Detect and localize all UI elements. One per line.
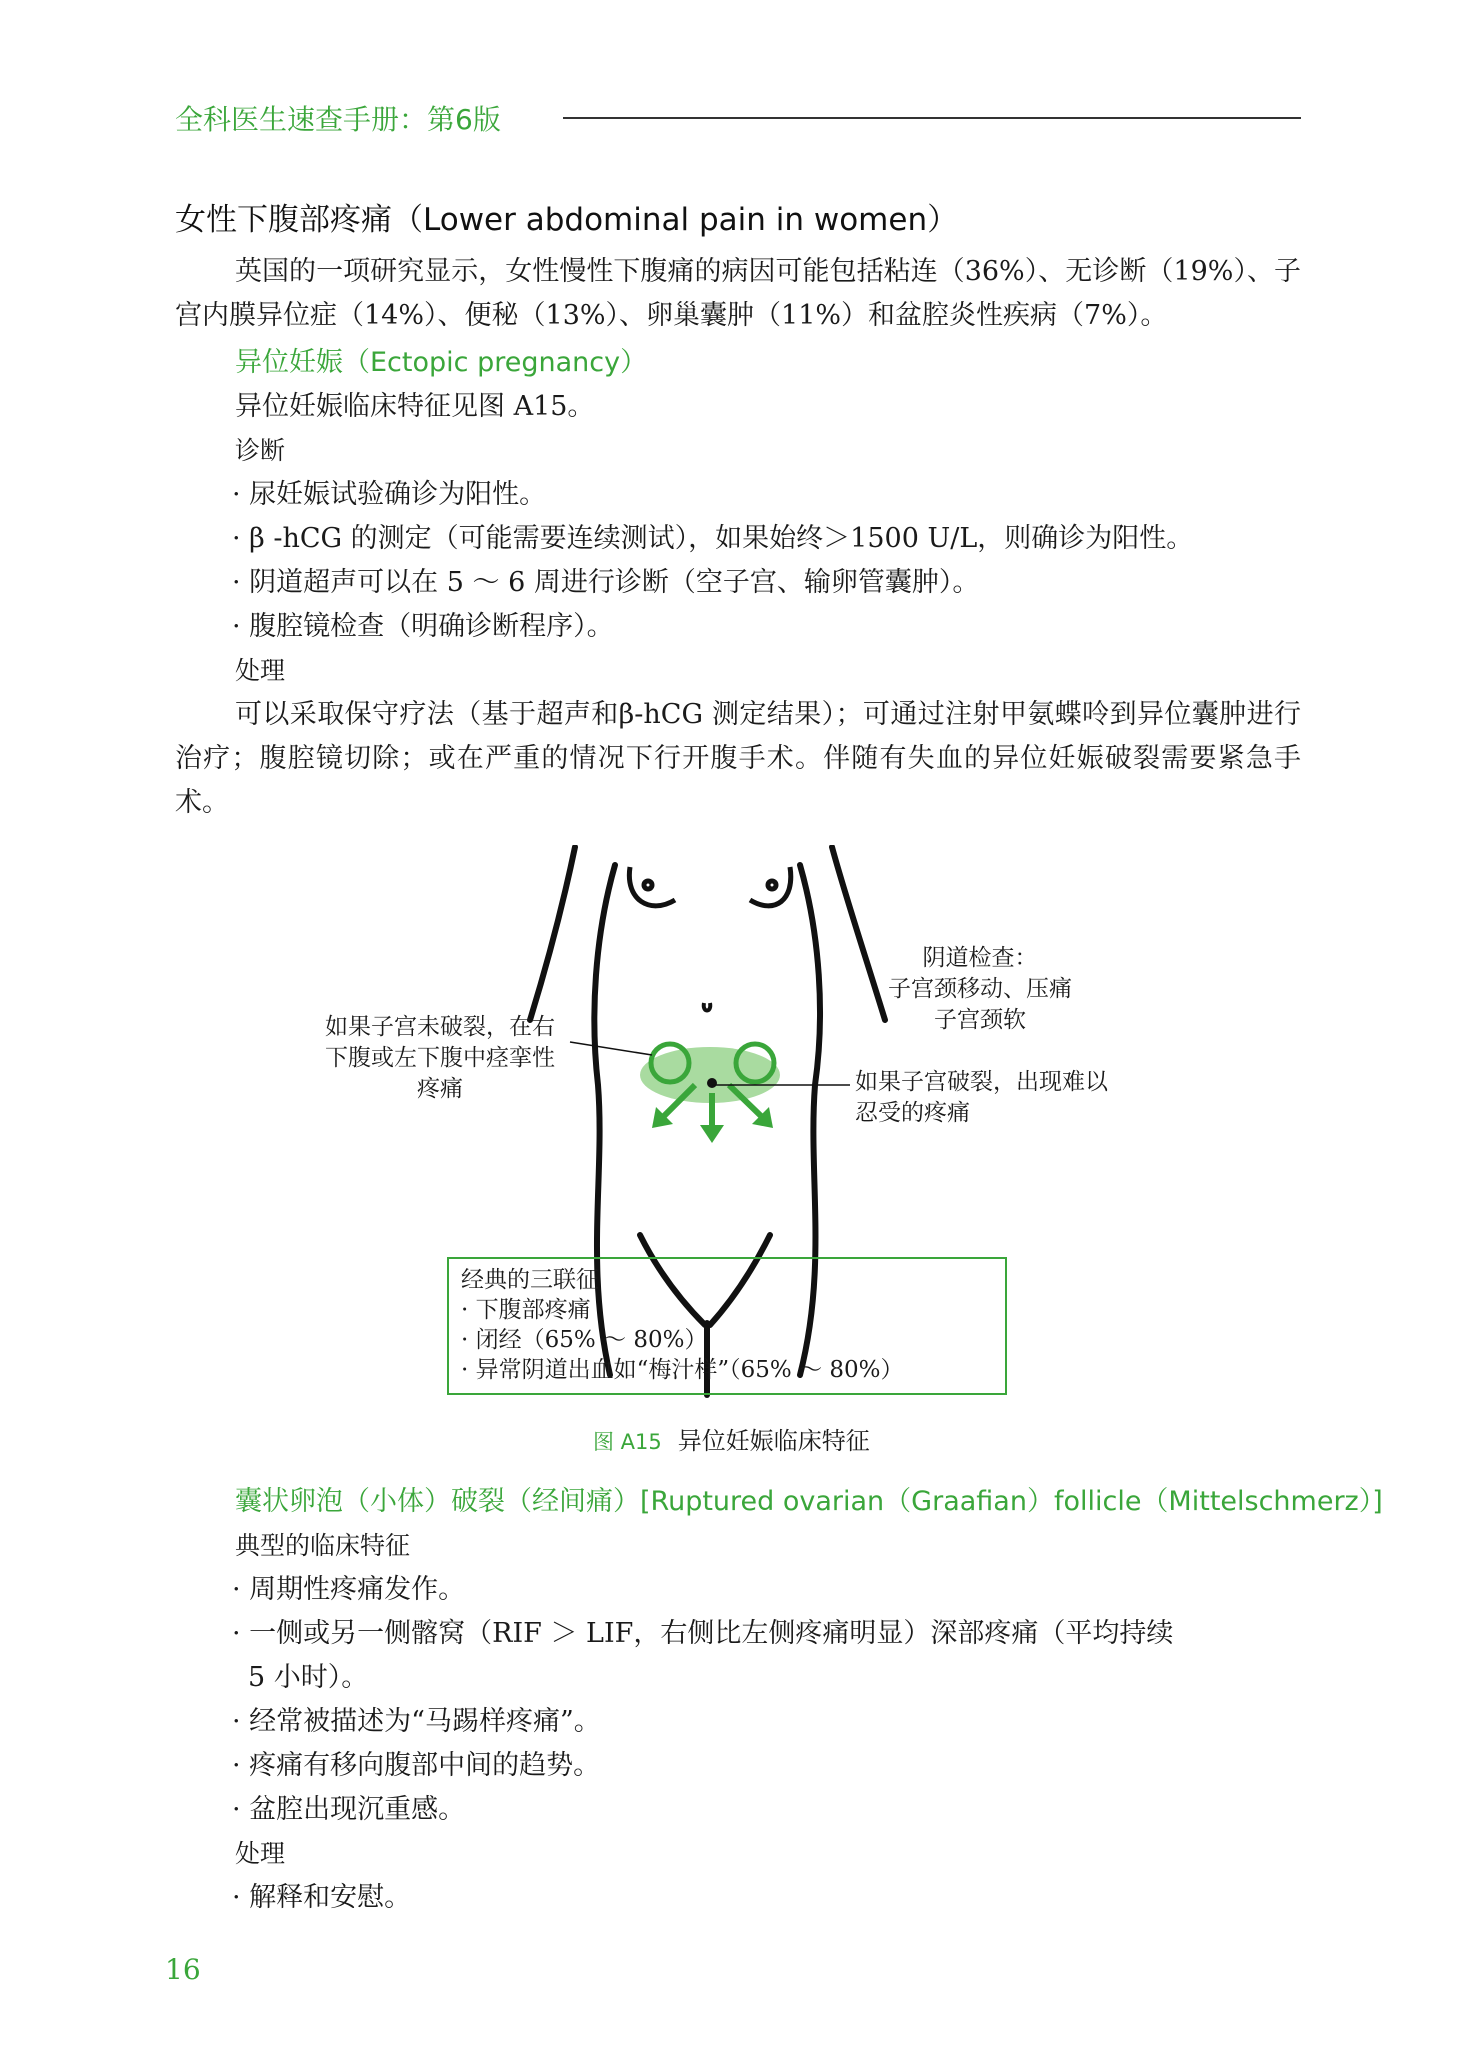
treatment-label: 处理 (235, 656, 286, 685)
see-figure-text: 异位妊娠临床特征见图 A15。 (235, 391, 595, 422)
diagnosis-label: 诊断 (235, 436, 286, 465)
triad-title: 经典的三联征 (461, 1267, 599, 1293)
running-header: 全科医生速查手册：第6版 (175, 103, 501, 136)
unruptured-line: 如果子宫未破裂，在右 (325, 1014, 555, 1040)
follicle-heading: 囊状卵泡（小体）破裂（经间痛）[Ruptured ovarian（Graafian）follicle（Mittelschmerz）] (235, 1486, 1383, 1517)
feature-item-continued: 5 小时）。 (248, 1662, 369, 1693)
feature-item: · 一侧或另一侧髂窝（RIF ＞ LIF，右侧比左侧疼痛明显）深部疼痛（平均持续 (232, 1618, 1174, 1649)
vaginal-exam-label (870, 943, 1090, 1036)
vaginal-exam-line: 子宫颈移动、压痛 (888, 976, 1072, 1002)
triad-item: · 下腹部疼痛 (461, 1297, 591, 1323)
uterus-dot (707, 1078, 717, 1088)
ectopic-heading: 异位妊娠（Ectopic pregnancy） (235, 347, 648, 378)
left-arm-outline (530, 847, 575, 1020)
features-label: 典型的临床特征 (235, 1531, 411, 1560)
figure-caption-text: 异位妊娠临床特征 (677, 1427, 870, 1455)
figure-number: 图 A15 (593, 1430, 662, 1454)
follicle-treatment-label: 处理 (235, 1839, 286, 1868)
left-nipple (644, 881, 652, 889)
vaginal-exam-line: 阴道检查： (922, 945, 1038, 971)
classic-triad-box (447, 1257, 1007, 1395)
ruptured-line: 如果子宫破裂，出现难以 (855, 1069, 1108, 1095)
section-title: 女性下腹部疼痛（Lower abdominal pain in women） (175, 202, 959, 238)
feature-item: · 疼痛有移向腹部中间的趋势。 (232, 1750, 601, 1781)
diagnosis-item: · 阴道超声可以在 5 ～ 6 周进行诊断（空子宫、输卵管囊肿）。 (232, 567, 980, 598)
page-number: 16 (165, 1953, 201, 1986)
feature-item: · 盆腔出现沉重感。 (232, 1794, 466, 1825)
diagnosis-item: · 腹腔镜检查（明确诊断程序）。 (232, 611, 614, 642)
follicle-treatment-item: · 解释和安慰。 (232, 1882, 412, 1913)
triad-item: · 闭经（65% ～ 80%） (461, 1327, 708, 1353)
intro-paragraph: 英国的一项研究显示，女性慢性下腹痛的病因可能包括粘连（36%）、无诊断（19%）、子宫内膜异位症（14%）、便秘（13%）、卵巢囊肿（11%）和盆腔炎性疾病（7%）。 (175, 256, 1301, 331)
unruptured-label (310, 1012, 570, 1105)
navel (704, 1003, 711, 1011)
feature-item: · 周期性疼痛发作。 (232, 1574, 466, 1605)
ruptured-line: 忍受的疼痛 (855, 1100, 970, 1126)
triad-item: · 异常阴道出血如“梅汁样”（65% ～ 80%） (461, 1357, 904, 1383)
unruptured-line: 下腹或左下腹中痉挛性 (325, 1045, 555, 1071)
figure-caption (593, 1421, 870, 1456)
diagnosis-item: · β -hCG 的测定（可能需要连续测试），如果始终＞1500 U/L，则确诊为阳性。 (232, 523, 1194, 554)
treatment-paragraph: 可以采取保守疗法（基于超声和β-hCG 测定结果）；可通过注射甲氨蝶呤到异位囊肿进行治疗；腹腔镜切除；或在严重的情况下行开腹手术。伴随有失血的异位妊娠破裂需要紧急手术。 (175, 699, 1301, 818)
vaginal-exam-line: 子宫颈软 (934, 1007, 1026, 1033)
ruptured-label (855, 1067, 1135, 1129)
leader-unruptured (570, 1042, 652, 1055)
unruptured-line: 疼痛 (417, 1076, 463, 1102)
feature-item: · 经常被描述为“马踢样疼痛”。 (232, 1706, 601, 1737)
diagnosis-item: · 尿妊娠试验确诊为阳性。 (232, 479, 547, 510)
right-nipple (768, 881, 776, 889)
header-rule (563, 117, 1301, 119)
